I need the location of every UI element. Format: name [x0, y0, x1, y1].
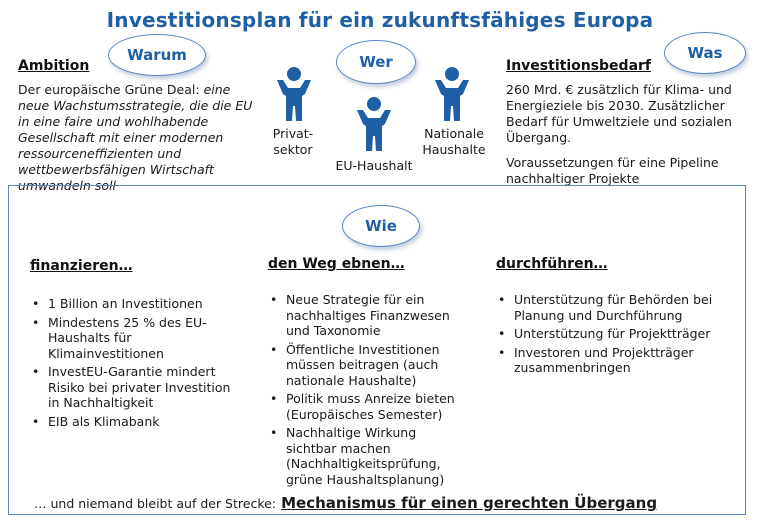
person-icon: [274, 66, 314, 122]
list-item: • 1 Billion an Investitionen: [30, 296, 240, 312]
list-item: • Nachhaltige Wirkung sichtbar machen (Nachhaltigkeitsprüfung, grüne Haushaltsplanung): [268, 425, 468, 487]
ambition-text: [18, 82, 258, 194]
person-icon: [354, 96, 394, 152]
list-item: • Politik muss Anreize bieten (Europäisches Semester): [268, 391, 468, 422]
footer-prefix: … und niemand bleibt auf der Strecke:: [34, 496, 277, 511]
list-finanzieren: [30, 296, 240, 429]
list-item: • Mindestens 25 % des EU-Haushalts für Klimainvestitionen: [30, 315, 240, 362]
ambition-text-prefix: Der europäische Grüne Deal:: [18, 82, 204, 97]
investitionsbedarf-heading: Investitionsbedarf: [506, 58, 652, 74]
actor-label-privatsektor: Privat- sektor: [272, 126, 314, 157]
person-icon: [432, 66, 472, 122]
list-item: • InvestEU-Garantie mindert Risiko bei privater Investition in Nachhaltigkeit: [30, 364, 240, 411]
list-item: • Unterstützung für Behörden bei Planung und Durchführung: [496, 292, 728, 323]
list-item: • Unterstützung für Projektträger: [496, 326, 728, 342]
list-item: • Neue Strategie für ein nachhaltiges Finanzwesen und Taxonomie: [268, 292, 468, 339]
actor-label-eu-haushalt: EU-Haushalt: [335, 158, 413, 173]
oval-wer: Wer: [336, 40, 416, 84]
investitionsbedarf-text1: 260 Mrd. € zusätzlich für Klima- und Energieziele bis 2030. Zusätzlicher Bedarf für Umweltziele und sozialen Übergang.: [506, 82, 732, 145]
ambition-section: [18, 58, 258, 194]
page-title: Investitionsplan für ein zukunftsfähiges Europa: [106, 8, 654, 32]
oval-wie: Wie: [342, 205, 420, 247]
oval-warum: Warum: [108, 34, 206, 76]
footer: [34, 493, 734, 512]
column-finanzieren: [30, 258, 240, 432]
column-heading-durchfuehren: durchführen…: [496, 256, 608, 272]
list-durchfuehren: [496, 292, 728, 376]
column-durchfuehren: [496, 256, 728, 379]
investitionsbedarf-section: [506, 58, 746, 187]
list-den-weg-ebnen: [268, 292, 468, 487]
oval-was: Was: [664, 32, 746, 74]
ambition-heading: Ambition: [18, 58, 90, 74]
column-heading-finanzieren: finanzieren…: [30, 258, 133, 274]
actor-label-nationale-haushalte: Nationale Haushalte: [422, 126, 486, 157]
list-item: • Öffentliche Investitionen müssen beitragen (auch nationale Haushalte): [268, 342, 468, 389]
ambition-text-italic: eine neue Wachstumsstrategie, die die EU in eine faire und wohlhabende Gesellschaft mit einer modernen ressourceneffizienten und wettbewerbsfähigen Wirtschaft umwandeln soll: [18, 82, 253, 193]
column-heading-den-weg-ebnen: den Weg ebnen…: [268, 256, 405, 272]
column-den-weg-ebnen: [268, 256, 468, 490]
investitionsbedarf-text2: Voraussetzungen für eine Pipeline nachhaltiger Projekte: [506, 155, 719, 186]
footer-emphasis: Mechanismus für einen gerechten Übergang: [281, 494, 658, 512]
list-item: • Investoren und Projektträger zusammenbringen: [496, 345, 728, 376]
list-item: • EIB als Klimabank: [30, 414, 240, 430]
